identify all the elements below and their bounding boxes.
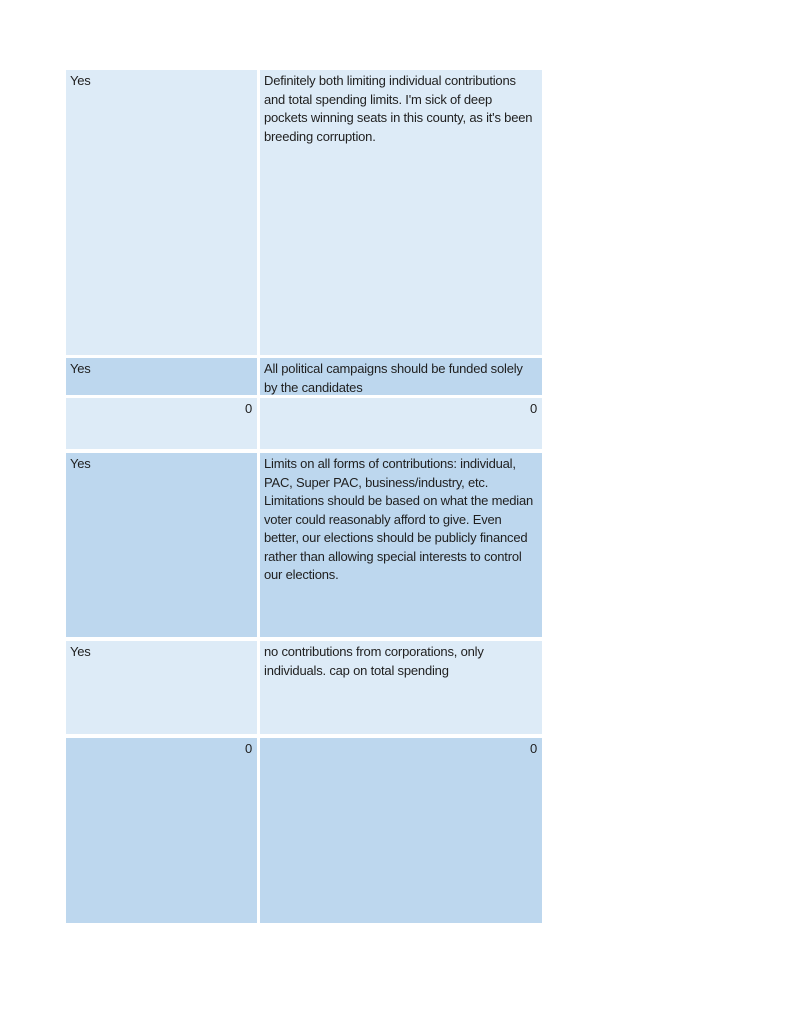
count-cell: 0 [66,398,257,449]
answer-cell: Yes [66,641,257,734]
response-cell: Definitely both limiting individual contributions and total spending limits. I'm sick of deep pockets winning seats in this county, as it's been breeding corruption. [260,70,542,355]
answer-cell: Yes [66,70,257,355]
table-row [66,398,542,449]
responses-table [66,70,542,923]
table-row [66,738,542,923]
table-row [66,358,542,395]
answer-cell: Yes [66,358,257,395]
response-cell: no contributions from corporations, only individuals. cap on total spending [260,641,542,734]
count-cell: 0 [66,738,257,923]
table-row [66,70,542,355]
answer-cell: Yes [66,453,257,637]
count-cell: 0 [260,398,542,449]
count-cell: 0 [260,738,542,923]
response-cell: Limits on all forms of contributions: individual, PAC, Super PAC, business/industry, etc. Limitations should be based on what the median voter could reasonably afford to give. Even better, our elections should be publicly financed rather than allowing special interests to control our elections. [260,453,542,637]
table-row [66,453,542,637]
table-row [66,641,542,734]
response-cell: All political campaigns should be funded solely by the candidates [260,358,542,395]
